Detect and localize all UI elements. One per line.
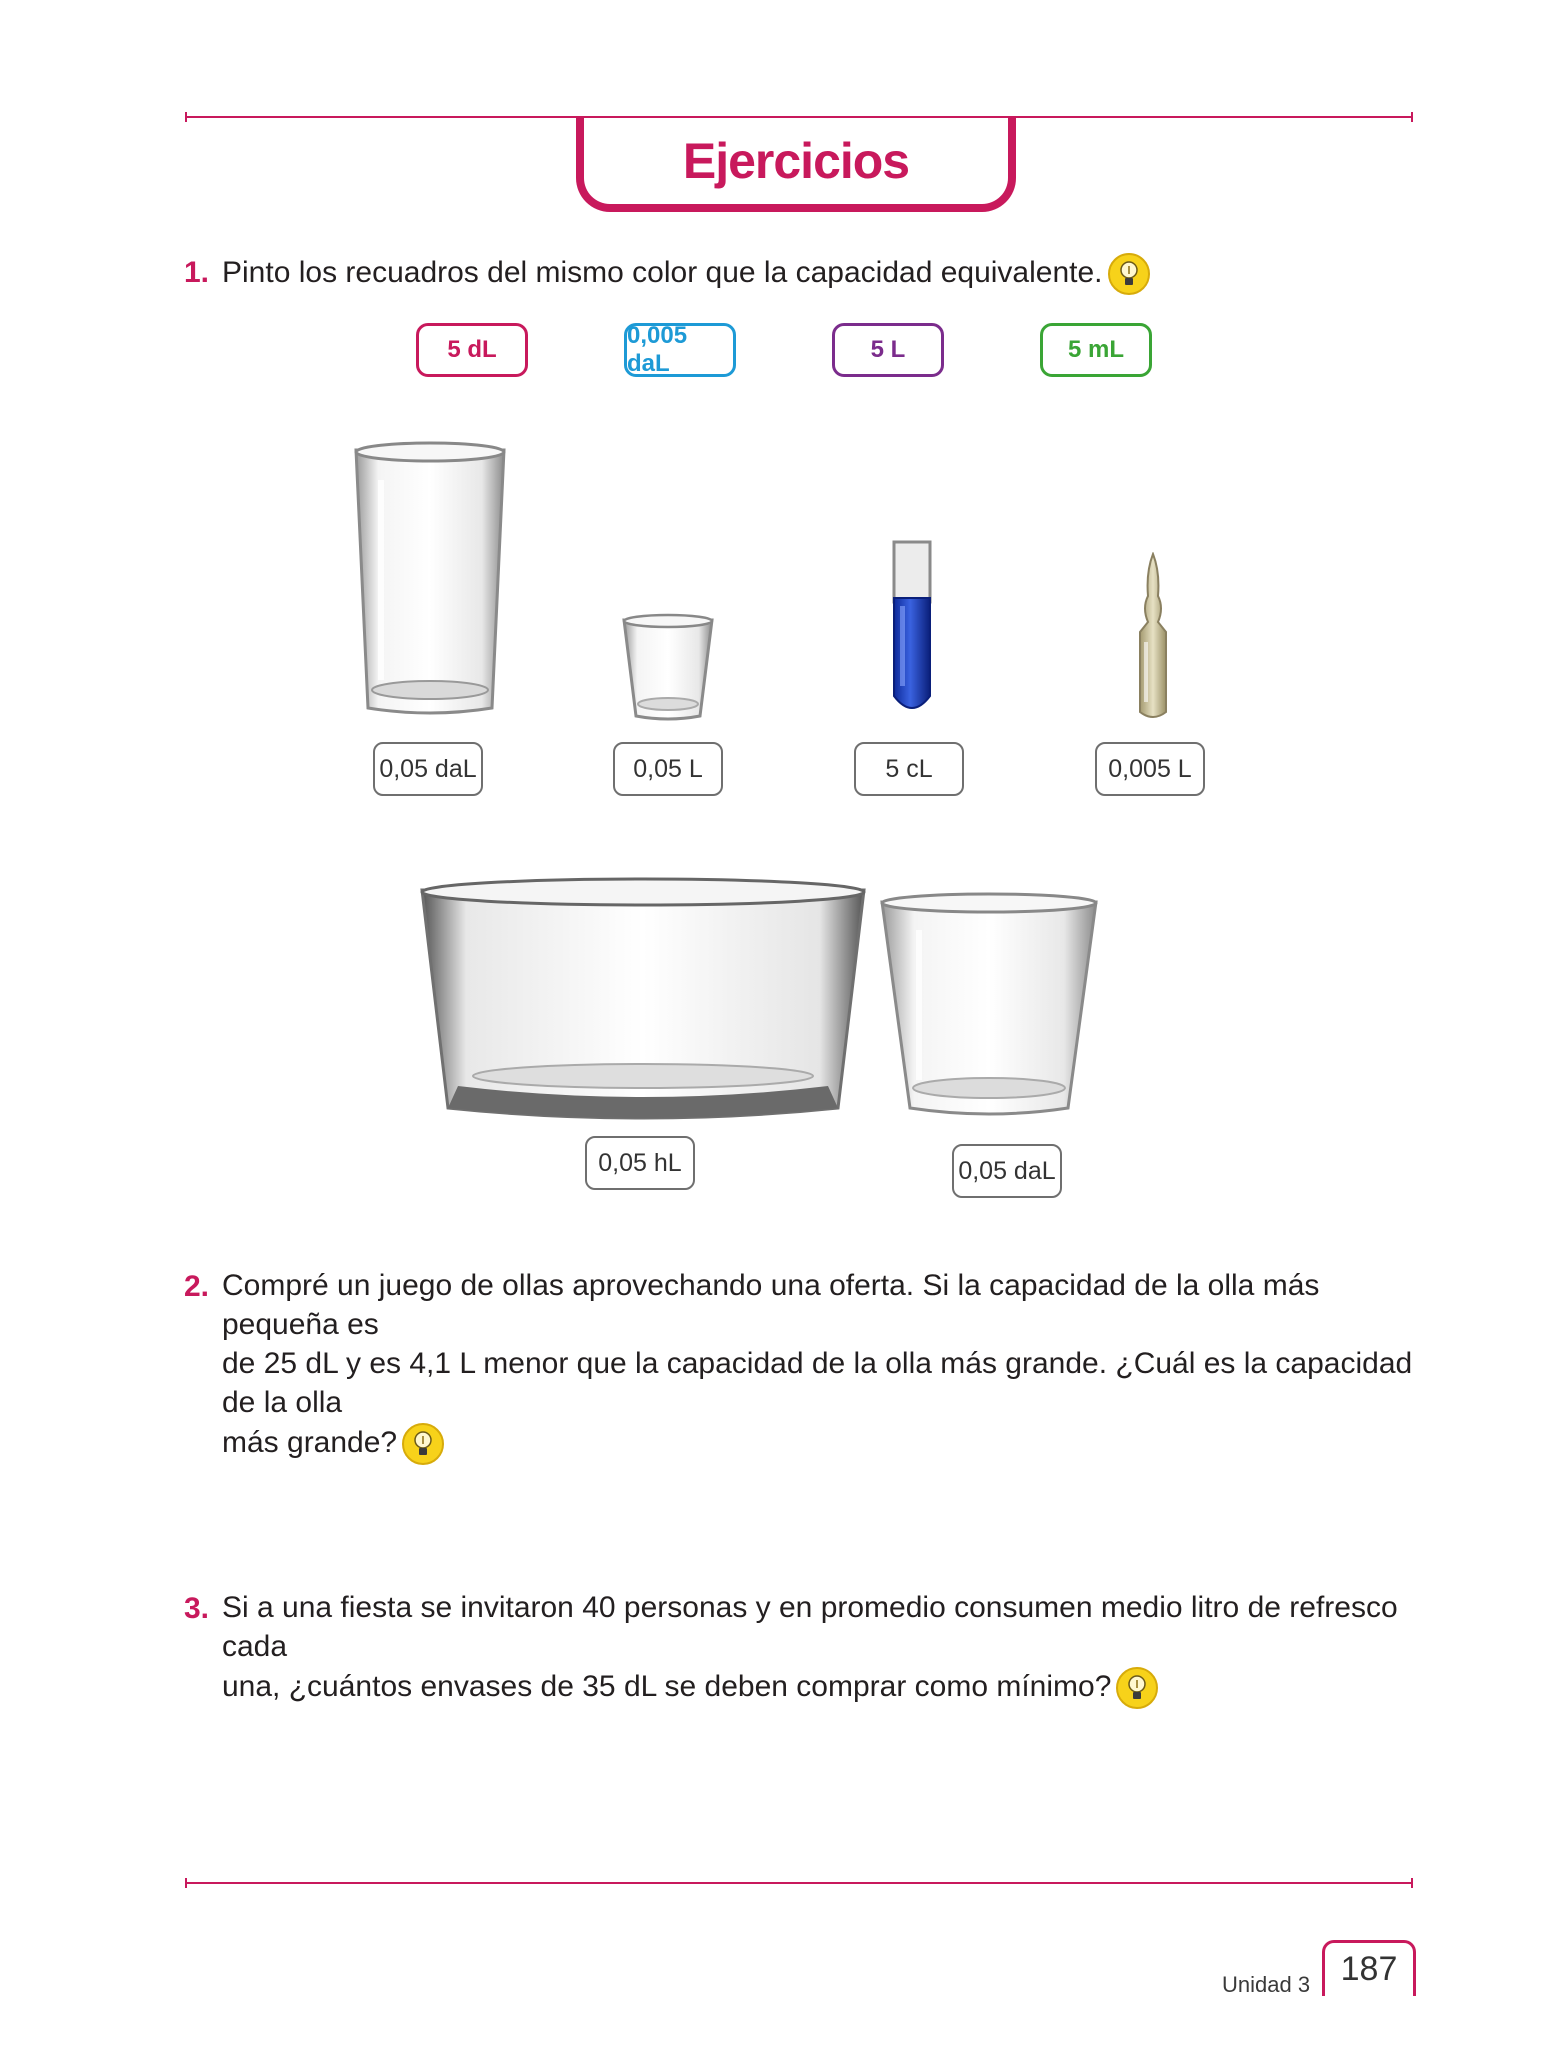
footer-unit-label: Unidad 3 [1222,1972,1311,1997]
glass-bowl-image [418,876,868,1126]
exercise-3-number: 3. [184,1592,210,1625]
exercise-3-line-2-text: una, ¿cuántos envases de 35 dL se deben comprar como mínimo? [222,1669,1112,1703]
value-box-0-05-l[interactable]: 0,05 L [613,742,723,796]
small-glass-image [620,612,716,724]
bottom-rule [185,1882,1413,1884]
header-tab [576,118,1016,212]
value-box-0-05-dal[interactable]: 0,05 daL [373,742,483,796]
value-box-0-05-hl[interactable]: 0,05 hL [585,1136,695,1190]
exercise-2-line-3 [222,1422,1422,1466]
lightbulb-icon [1115,1666,1159,1710]
test-tube-image [890,540,934,718]
unit-box-0005-dal[interactable]: 0,005 daL [624,323,736,377]
exercise-1-text [222,252,1151,296]
exercise-2-text [222,1266,1422,1466]
exercise-1-number: 1. [184,256,210,289]
exercise-2-line-3-text: más grande? [222,1425,398,1459]
tall-glass-image [350,440,510,720]
exercise-2-number: 2. [184,1270,210,1303]
unit-box-5-ml[interactable]: 5 mL [1040,323,1152,377]
value-box-5-cl[interactable]: 5 cL [854,742,964,796]
exercise-2-line-1: Compré un juego de ollas aprovechando una oferta. Si la capacidad de la olla más pequeña es [222,1269,1320,1341]
exercise-3-text [222,1588,1422,1710]
exercise-2-line-2: de 25 dL y es 4,1 L menor que la capacidad de la olla más grande. ¿Cuál es la capacidad de la olla [222,1347,1413,1419]
lightbulb-icon [1107,252,1151,296]
exercise-3-line-1: Si a una fiesta se invitaron 40 personas y en promedio consumen medio litro de refresco cada [222,1591,1398,1663]
page-title: Ejercicios [682,133,910,189]
exercise-3-line-2 [222,1666,1422,1710]
lightbulb-icon [401,1422,445,1466]
wide-glass-image [876,890,1102,1120]
value-box-0-05-dal-2[interactable]: 0,05 daL [952,1144,1062,1198]
page-number: 187 [1322,1940,1416,1996]
unit-box-5-dl[interactable]: 5 dL [416,323,528,377]
ampoule-image [1130,552,1176,722]
value-box-0-005-l[interactable]: 0,005 L [1095,742,1205,796]
exercise-1-statement: Pinto los recuadros del mismo color que la capacidad equivalente. [222,255,1103,289]
unit-box-5-l[interactable]: 5 L [832,323,944,377]
